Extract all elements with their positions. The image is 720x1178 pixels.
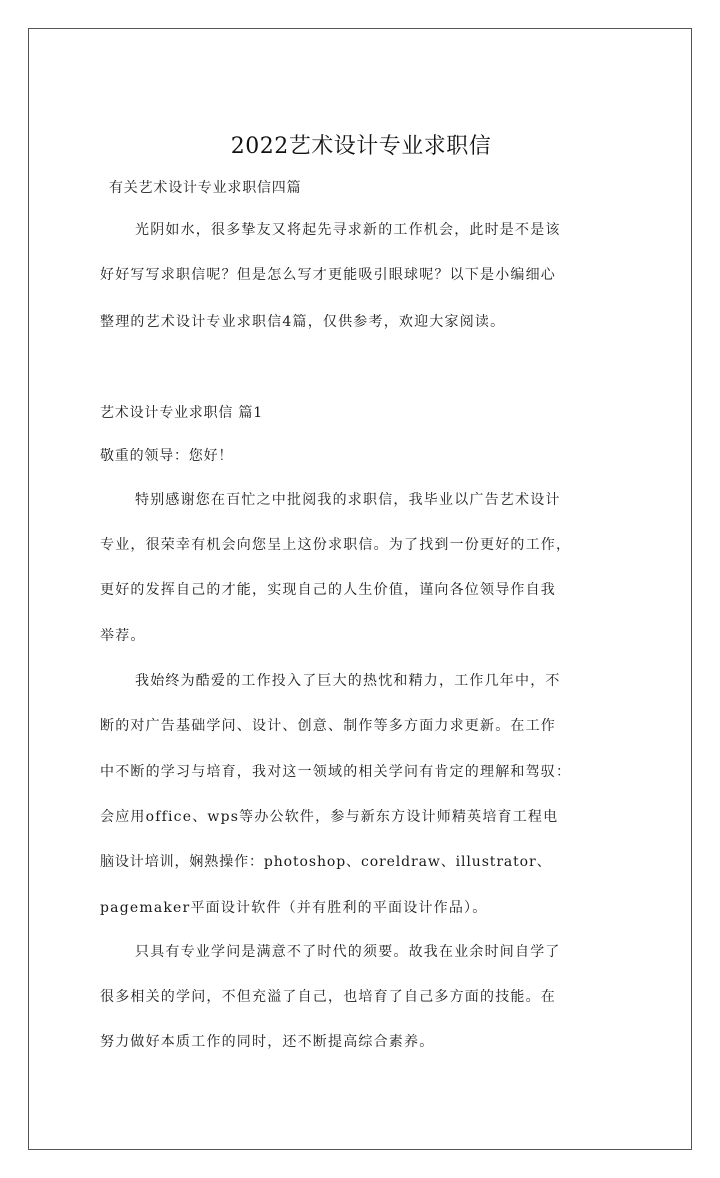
- intro-line-1: 光阴如水，很多挚友又将起先寻求新的工作机会，此时是不是该: [135, 222, 561, 238]
- para1-line-4: 举荐。: [100, 628, 146, 644]
- para2-line-1: 我始终为酷爱的工作投入了巨大的热忱和精力，工作几年中，不: [135, 673, 561, 689]
- intro-line-2: 好好写写求职信呢？但是怎么写才更能吸引眼球呢？以下是小编细心: [100, 267, 556, 283]
- document-title: 2022艺术设计专业求职信: [230, 134, 492, 159]
- para3-line-1: 只具有专业学问是满意不了时代的须要。故我在业余时间自学了: [135, 944, 561, 960]
- para2-line-6: pagemaker平面设计软件（并有胜利的平面设计作品）。: [100, 900, 488, 916]
- para2-line-5: 脑设计培训，娴熟操作：photoshop、coreldraw、illustrator、: [100, 854, 552, 870]
- section-heading: 艺术设计专业求职信 篇1: [100, 405, 263, 421]
- salutation: 敬重的领导：您好！: [100, 448, 234, 464]
- para2-line-2: 断的对广告基础学问、设计、创意、制作等多方面力求更新。在工作: [100, 718, 556, 734]
- document-page: [28, 28, 692, 1150]
- para1-line-1: 特别感谢您在百忙之中批阅我的求职信，我毕业以广告艺术设计: [135, 492, 561, 508]
- para3-line-3: 努力做好本质工作的同时，还不断提高综合素养。: [100, 1034, 435, 1050]
- document-subtitle: 有关艺术设计专业求职信四篇: [109, 180, 302, 196]
- para3-line-2: 很多相关的学问，不但充溢了自己，也培育了自己多方面的技能。在: [100, 989, 556, 1005]
- intro-line-3: 整理的艺术设计专业求职信4篇，仅供参考，欢迎大家阅读。: [100, 314, 506, 330]
- para1-line-3: 更好的发挥自己的才能，实现自己的人生价值，谨向各位领导作自我: [100, 582, 556, 598]
- para2-line-3: 中不断的学习与培育，我对这一领域的相关学问有肯定的理解和驾驭：: [100, 764, 572, 780]
- para1-line-2: 专业，很荣幸有机会向您呈上这份求职信。为了找到一份更好的工作，: [100, 537, 572, 553]
- para2-line-4: 会应用office、wps等办公软件，参与新东方设计师精英培育工程电: [100, 809, 559, 825]
